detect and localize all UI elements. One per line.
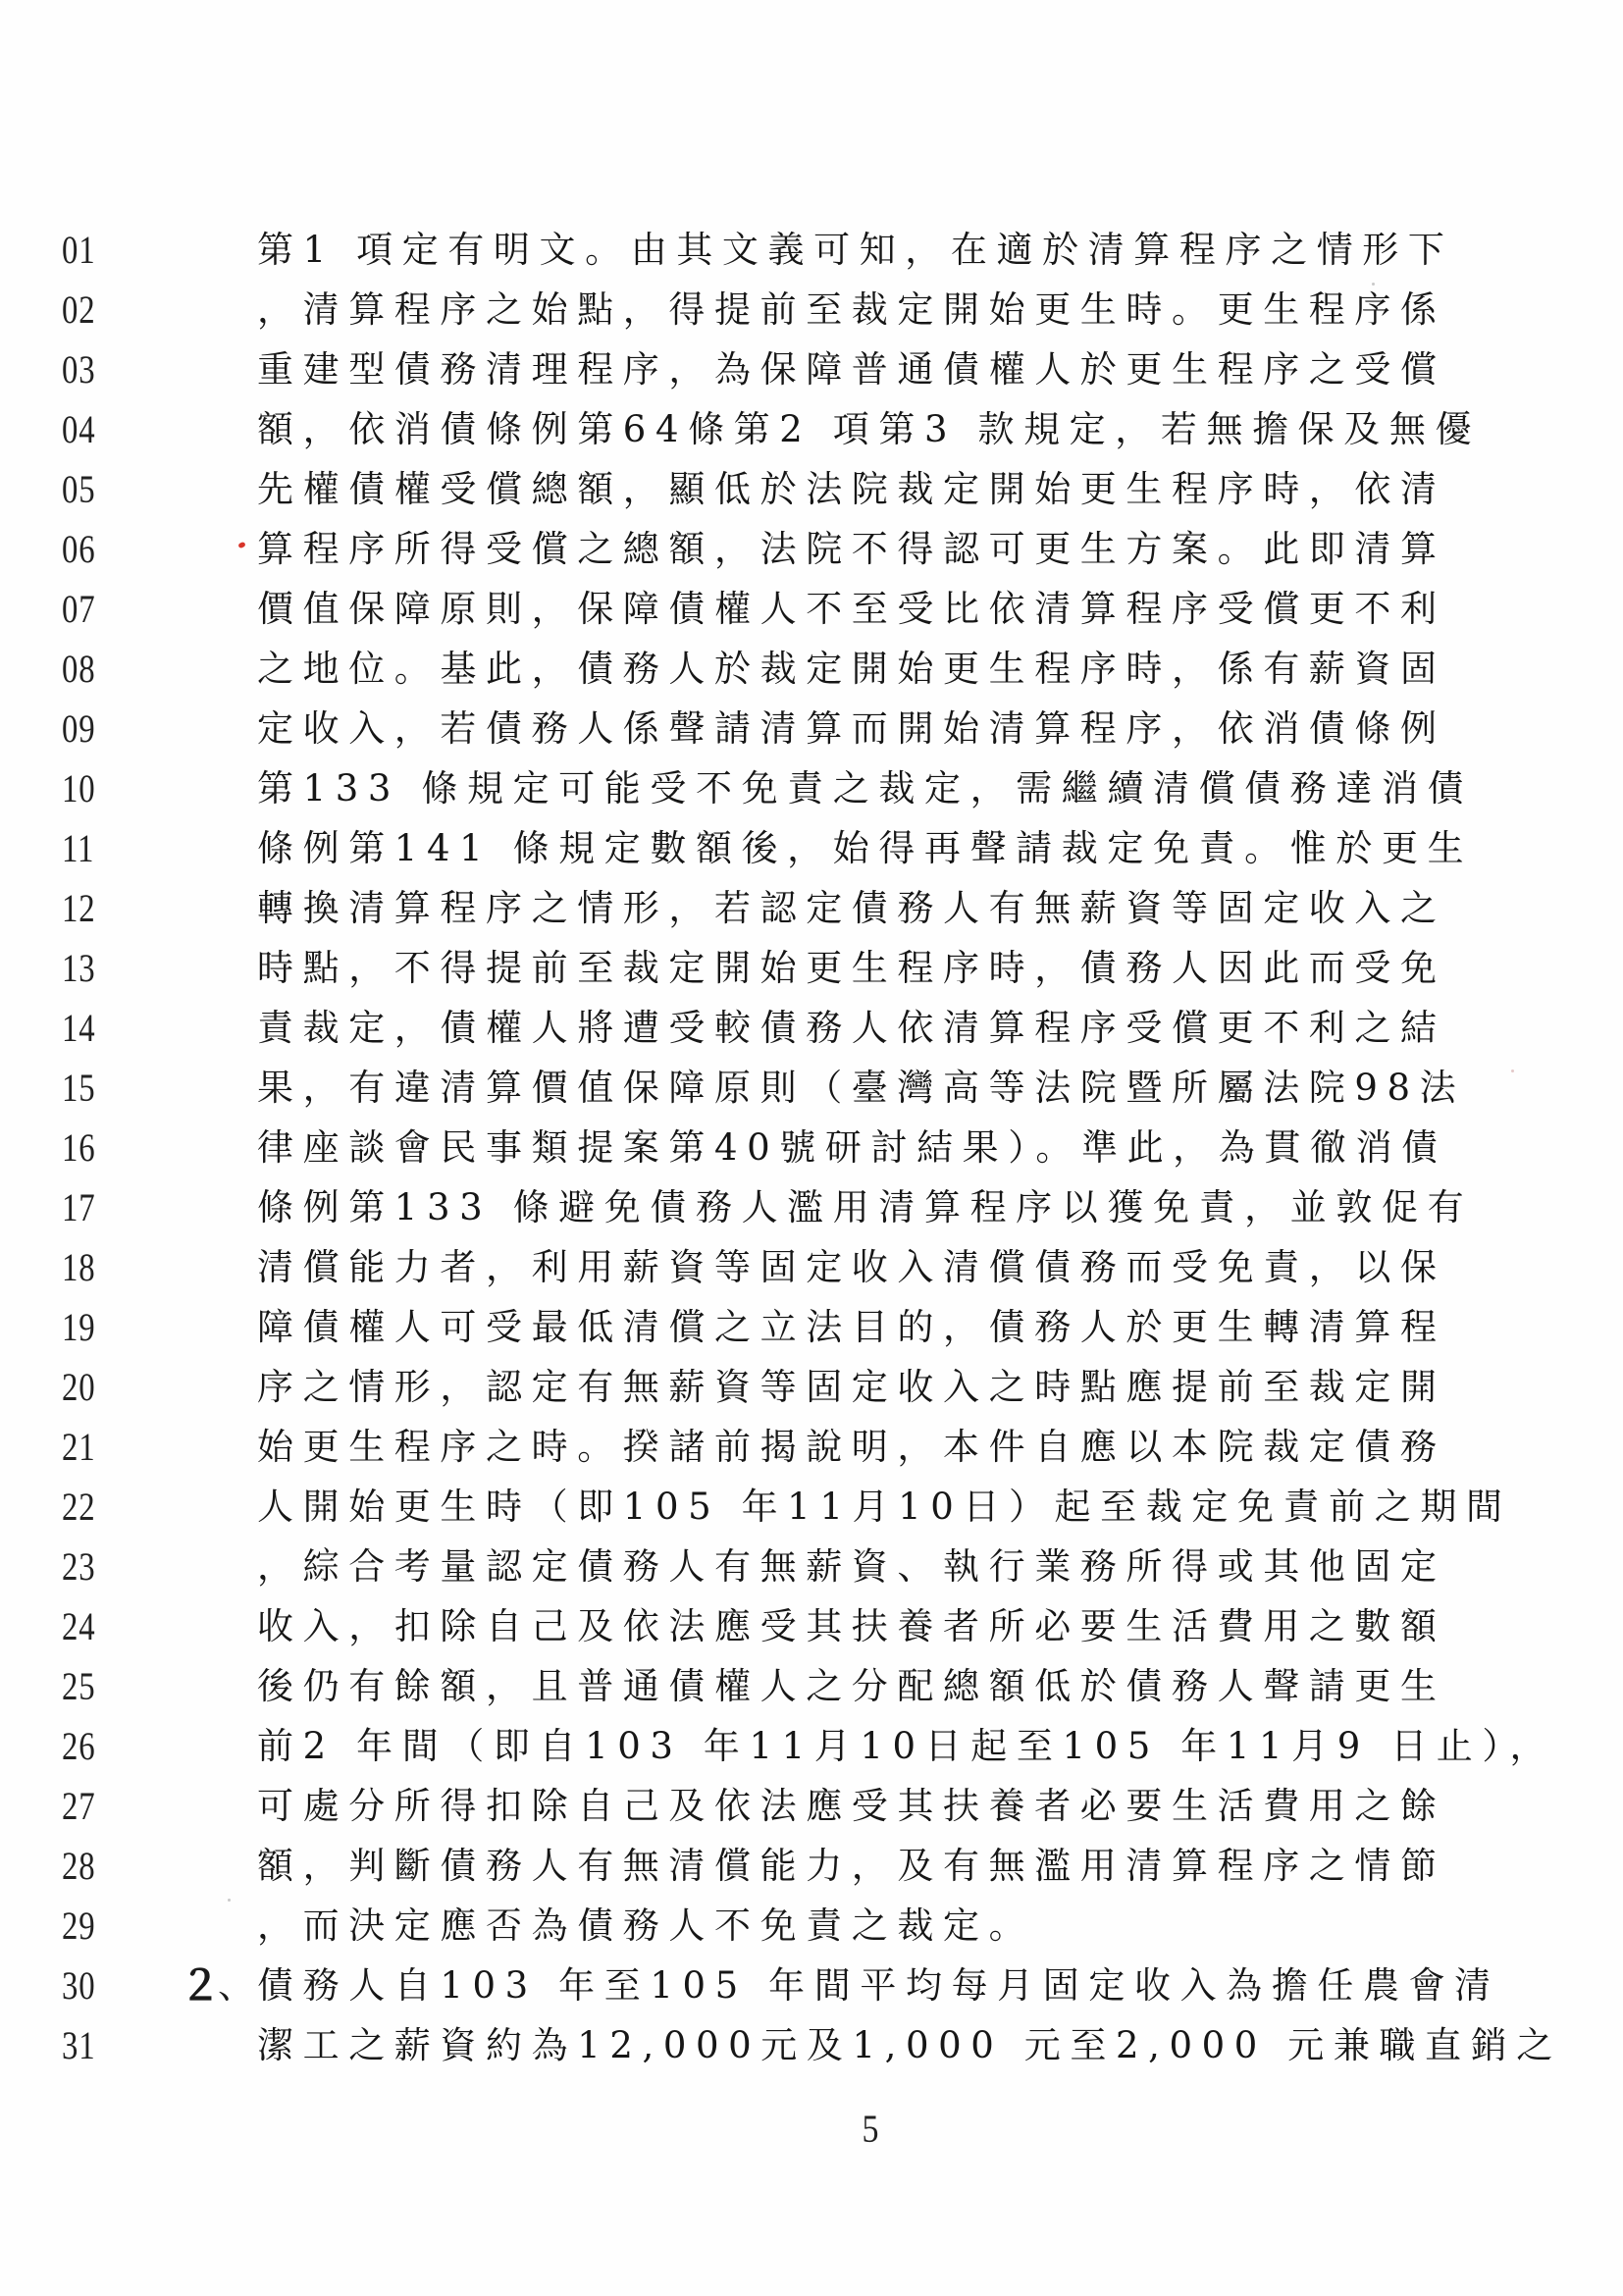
line-text: ，綜合考量認定債務人有無薪資、執行業務所得或其他固定 [257, 1545, 1446, 1588]
document-line [0, 1303, 1623, 1352]
line-number: 30 [62, 1963, 96, 2008]
line-number: 07 [62, 587, 96, 631]
document-line [0, 345, 1623, 394]
line-number: 08 [62, 647, 96, 691]
line-number: 27 [62, 1784, 96, 1828]
line-number: 03 [62, 347, 96, 391]
line-number: 24 [62, 1604, 96, 1648]
line-number: 19 [62, 1305, 96, 1349]
line-number: 01 [62, 228, 96, 272]
line-text: 前2 年間（即自103 年11月10日起至105 年11月9 日止）， [257, 1725, 1556, 1767]
line-text: 價值保障原則，保障債權人不至受比依清算程序受償更不利 [257, 588, 1446, 630]
line-number: 21 [62, 1425, 96, 1469]
document-line [0, 525, 1623, 574]
line-text: 第133 條規定可能受不免責之裁定，需繼續清償債務達消債 [257, 767, 1474, 809]
line-text: 收入，扣除自己及依法應受其扶養者所必要生活費用之數額 [257, 1605, 1446, 1647]
line-number: 29 [62, 1904, 96, 1948]
document-line [0, 1423, 1623, 1472]
document-line [0, 585, 1623, 634]
line-text: 律座談會民事類提案第40號研討結果）。準此，為貫徹消債 [257, 1126, 1447, 1169]
line-number: 14 [62, 1006, 96, 1050]
line-number: 13 [62, 946, 96, 990]
line-text: 第1 項定有明文。由其文義可知，在適於清算程序之情形下 [257, 229, 1454, 271]
line-number: 28 [62, 1844, 96, 1888]
document-line [0, 465, 1623, 514]
line-number: 22 [62, 1485, 96, 1529]
line-text: 始更生程序之時。揆諸前揭說明，本件自應以本院裁定債務 [257, 1426, 1446, 1468]
line-number: 12 [62, 886, 96, 930]
line-text: 額，依消債條例第64條第2 項第3 款規定，若無擔保及無優 [257, 408, 1482, 450]
line-text: 障債權人可受最低清償之立法目的，債務人於更生轉清算程 [257, 1306, 1446, 1348]
line-text: 可處分所得扣除自己及依法應受其扶養者必要生活費用之餘 [257, 1785, 1446, 1827]
line-number: 20 [62, 1365, 96, 1409]
line-text: 定收入，若債務人係聲請清算而開始清算程序，依消債條例 [257, 707, 1446, 750]
document-line [0, 1662, 1623, 1711]
line-text: 條例第141 條規定數額後，始得再聲請裁定免責。惟於更生 [257, 827, 1474, 869]
document-line [0, 1722, 1623, 1771]
line-text: 果，有違清算價值保障原則（臺灣高等法院暨所屬法院98法 [257, 1067, 1466, 1109]
line-number: 23 [62, 1544, 96, 1589]
line-text: 人開始更生時（即105 年11月10日）起至裁定免責前之期間 [257, 1486, 1512, 1528]
line-number: 18 [62, 1245, 96, 1289]
line-number: 17 [62, 1185, 96, 1229]
line-number: 31 [62, 2023, 96, 2067]
line-number: 04 [62, 407, 96, 451]
line-number: 11 [62, 826, 95, 870]
document-line [0, 1064, 1623, 1113]
line-number: 09 [62, 706, 96, 751]
document-line [0, 884, 1623, 933]
list-item-number: ２ [180, 1961, 222, 2009]
line-text: 額，判斷債務人有無清償能力，及有無濫用清算程序之情節 [257, 1845, 1446, 1887]
line-number: 02 [62, 287, 96, 332]
document-line [0, 405, 1623, 454]
document-line [0, 1782, 1623, 1831]
document-line [0, 1902, 1623, 1951]
document-line [0, 2021, 1623, 2070]
document-line [0, 764, 1623, 813]
line-text: 潔工之薪資約為12,000元及1,000 元至2,000 元兼職直銷之 [257, 2024, 1562, 2066]
line-text: 債務人自103 年至105 年間平均每月固定收入為擔任農會清 [257, 1964, 1500, 2007]
list-item-separator: 、 [218, 1964, 254, 2007]
line-text: ，而決定應否為債務人不免責之裁定。 [257, 1905, 1035, 1947]
line-text: 後仍有餘額，且普通債權人之分配總額低於債務人聲請更生 [257, 1665, 1446, 1707]
document-line [0, 1842, 1623, 1891]
line-text: 算程序所得受償之總額，法院不得認可更生方案。此即清算 [257, 528, 1446, 570]
line-text: 清償能力者，利用薪資等固定收入清償債務而受免責，以保 [257, 1246, 1446, 1288]
line-text: 責裁定，債權人將遭受較債務人依清算程序受償更不利之結 [257, 1007, 1446, 1049]
line-text: 先權債權受償總額，顯低於法院裁定開始更生程序時，依清 [257, 468, 1446, 510]
line-number: 10 [62, 766, 96, 810]
document-line [0, 1363, 1623, 1412]
line-text: 序之情形，認定有無薪資等固定收入之時點應提前至裁定開 [257, 1366, 1446, 1408]
document-line [0, 704, 1623, 754]
line-number: 15 [62, 1066, 96, 1110]
document-line [0, 944, 1623, 993]
document-line [0, 824, 1623, 873]
document-line [0, 1961, 1623, 2010]
document-line [0, 645, 1623, 694]
document-line [0, 1243, 1623, 1292]
line-number: 05 [62, 467, 96, 511]
line-text: ，清算程序之始點，得提前至裁定開始更生時。更生程序係 [257, 288, 1446, 331]
line-number: 06 [62, 527, 96, 571]
line-text: 重建型債務清理程序，為保障普通債權人於更生程序之受償 [257, 348, 1446, 391]
document-line [0, 1004, 1623, 1053]
document-line [0, 1483, 1623, 1532]
line-number: 16 [62, 1125, 96, 1170]
line-text: 之地位。基此，債務人於裁定開始更生程序時，係有薪資固 [257, 648, 1446, 690]
document-line [0, 1183, 1623, 1232]
line-number: 25 [62, 1664, 96, 1708]
document-line [0, 1123, 1623, 1173]
line-text: 轉換清算程序之情形，若認定債務人有無薪資等固定收入之 [257, 887, 1446, 929]
document-line [0, 1542, 1623, 1592]
document-line [0, 1602, 1623, 1651]
line-number: 26 [62, 1724, 96, 1768]
page-number: 5 [862, 2107, 879, 2151]
document-line [0, 226, 1623, 275]
line-text: 時點，不得提前至裁定開始更生程序時，債務人因此而受免 [257, 947, 1446, 989]
line-text: 條例第133 條避免債務人濫用清算程序以獲免責，並敦促有 [257, 1186, 1474, 1228]
document-line [0, 286, 1623, 335]
